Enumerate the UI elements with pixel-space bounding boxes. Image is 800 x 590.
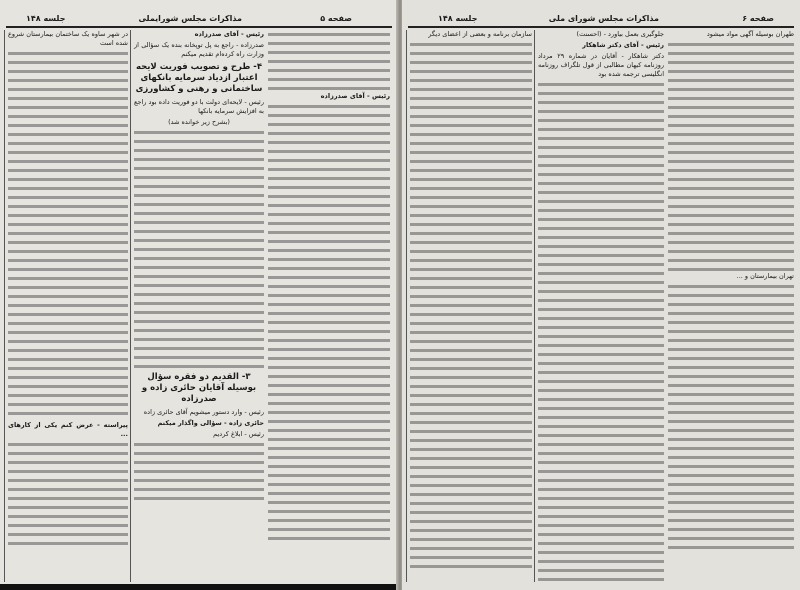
- text-block: [8, 50, 128, 420]
- text-block: [668, 41, 794, 271]
- page-edge: [0, 584, 398, 590]
- left-page: [0, 0, 398, 590]
- page-number: صفحه ۶: [742, 14, 774, 23]
- speaker-line: رئیس - آقای دکتر شاهکار: [582, 41, 664, 49]
- note: جلوگیری بعمل بیاورد - (احسنت): [576, 30, 664, 38]
- right-page: [402, 0, 800, 590]
- publication-title: مذاکرات مجلس شورای ملی: [548, 14, 659, 23]
- section-heading: ۴- طرح و تصویب فوریت لایحه اعتبار ازدیاد سرمایه بانکهای ساختمانی و رهنی و کشاورزی: [135, 62, 263, 94]
- column-right: [268, 30, 390, 582]
- session-number: جلسه ۱۴۸: [438, 14, 478, 23]
- paragraph: رئیس - لایحه‌ای دولت با دو فوریت داده بود راجع به افزایش سرمایه بانکها: [134, 98, 264, 115]
- paragraph: طهران بوسیله آگهی مواد میشود: [706, 30, 794, 38]
- section-heading: ۳- القدیم دو فقره سؤال بوسیله آقایان حائری زاده و صدرزاده: [141, 372, 257, 404]
- paragraph: سازمان برنامه و بعضی از اعضای دیگر: [428, 30, 532, 38]
- speaker-line: رئیس - آقای صدرزاده: [320, 92, 390, 100]
- paragraph: در شهر ساوه یک ساختمان بیمارستان شروع شده است: [8, 30, 128, 47]
- paragraph: صدرزاده - راجع به پل توپخانه بنده یک سؤالی از وزارت راه کرده‌ام تقدیم میکنم: [134, 41, 264, 58]
- text-block: [268, 103, 390, 543]
- column-right: [668, 30, 794, 582]
- session-number: جلسه ۱۴۸: [26, 14, 66, 23]
- column-left: [406, 30, 532, 582]
- column-middle: [534, 30, 664, 582]
- speaker-line: رئیس - آقای صدرزاده: [194, 30, 264, 38]
- paragraph: حائری زاده - سؤالی واگذار میکنم: [157, 419, 264, 427]
- note: (بشرح زیر خوانده شد): [168, 118, 230, 126]
- text-block: [134, 441, 264, 501]
- paragraph: تهران بیمارستان و ...: [736, 272, 794, 280]
- column-middle: [130, 30, 264, 582]
- column-left: [4, 30, 128, 582]
- page-number: صفحه ۵: [320, 14, 352, 23]
- page-header: [408, 14, 794, 28]
- page-header: [6, 14, 392, 28]
- text-block: [538, 81, 664, 581]
- text-block: [134, 129, 264, 369]
- publication-title: مذاکرات مجلس شورایملی: [138, 14, 242, 23]
- text-block: [668, 283, 794, 553]
- text-block: [8, 441, 128, 551]
- paragraph: رئیس - ابلاغ کردیم: [213, 430, 264, 438]
- paragraph: رئیس - وارد دستور میشویم آقای حائری زاده: [143, 408, 264, 416]
- paragraph: دکتر شاهکار - آقایان در شماره ۲۹ مرداد روزنامه کیهان مطالبی از قول تلگراف روزنامه انگلیسی ترجمه شده بود: [538, 52, 664, 78]
- paragraph: پیراسته - عرض کنم یکی از کارهای ...: [8, 421, 128, 438]
- text-block: [268, 31, 390, 91]
- text-block: [410, 41, 532, 571]
